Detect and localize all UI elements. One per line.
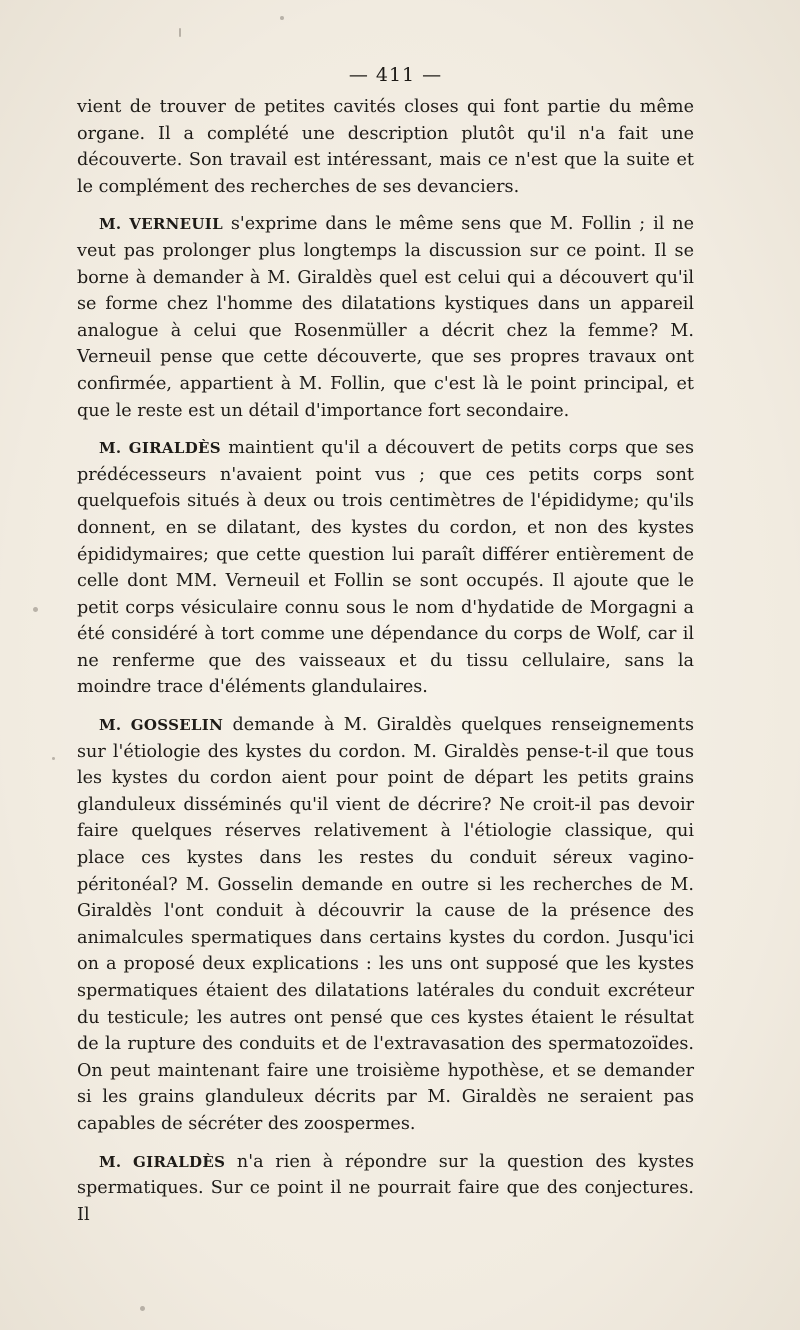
ink-speck [280,16,284,20]
paragraph-text: vient de trouver de petites cavités closes qui font partie du même organe. Il a complété une description plutôt qu'il n'a fait une découverte. Son travail est intéressant, mais ce n'est que la suite et le complément des recherches de ses devanciers. [77,97,694,197]
page-text [77,62,694,1239]
paragraph-5 [77,1149,694,1229]
page-number: — 411 — [348,64,443,86]
paragraph-2 [77,211,694,424]
paragraph-text: maintient qu'il a découvert de petits corps que ses prédécesseurs n'avaient point vus ; que ces petits corps sont quelquefois situés à deux ou trois centimètres de l'épididyme; qu'ils donnent, en se dilatant, des kystes du cordon, et non des kystes épididymaires; que cette question lui paraît différer entièrement de celle dont MM. Verneuil et Follin se sont occupés. Il ajoute que le petit corps vésiculaire connu sous le nom d'hydatide de Morgagni a été considéré à tort comme une dépendance du corps de Wolf, car il ne renferme que des vaisseaux et du tissu cellulaire, sans la moindre trace d'éléments glandulaires. [77,438,694,698]
paragraph-text: demande à M. Giraldès quelques renseignements sur l'étiologie des kystes du cordon. M. Giraldès pense-t-il que tous les kystes du cordon aient pour point de départ les petits grains glanduleux disséminés qu'il vient de décrire? Ne croit-il pas devoir faire quelques réserves relativement à l'étiologie classique, qui place ces kystes dans les restes du conduit séreux vagino-péritonéal? M. Gosselin demande en outre si les recherches de M. Giraldès l'ont conduit à découvrir la cause de la présence des animalcules spermatiques dans certains kystes du cordon. Jusqu'ici on a proposé deux explications : les uns ont supposé que les kystes spermatiques étaient des dilatations latérales du conduit excréteur du testicule; les autres ont pensé que ces kystes étaient le résultat de la rupture des conduits et de l'extravasation des spermatozoïdes. On peut maintenant faire une troisième hypothèse, et se demander si les grains glanduleux décrits par M. Giraldès ne seraient pas capables de sécréter des zoospermes. [77,715,694,1134]
paragraph-3 [77,435,694,701]
paragraph-1 [77,94,694,200]
speaker-name: M. GOSSELIN [99,716,224,735]
speaker-name: M. GIRALDÈS [99,439,221,458]
ink-speck [33,607,38,612]
paragraph-text: n'a rien à répondre sur la question des kystes spermatiques. Sur ce point il ne pourrait faire que des conjectures. Il [77,1151,694,1225]
ink-speck [179,28,181,37]
ink-speck [52,757,55,760]
speaker-name: M. VERNEUIL [99,215,223,234]
speaker-name: M. GIRALDÈS [99,1152,226,1171]
paragraph-text: s'exprime dans le même sens que M. Follin ; il ne veut pas prolonger plus longtemps la discussion sur ce point. Il se borne à demander à M. Giraldès quel est celui qui a découvert qu'il se forme chez l'homme des dilatations kystiques dans un appareil analogue à celui que Rosenmüller a décrit chez la femme? M. Verneuil pense que cette découverte, que ses propres travaux ont confirmée, appartient à M. Follin, que c'est là le point principal, et que le reste est un détail d'importance fort secondaire. [77,214,694,421]
paragraph-4 [77,712,694,1138]
ink-speck [140,1306,145,1311]
